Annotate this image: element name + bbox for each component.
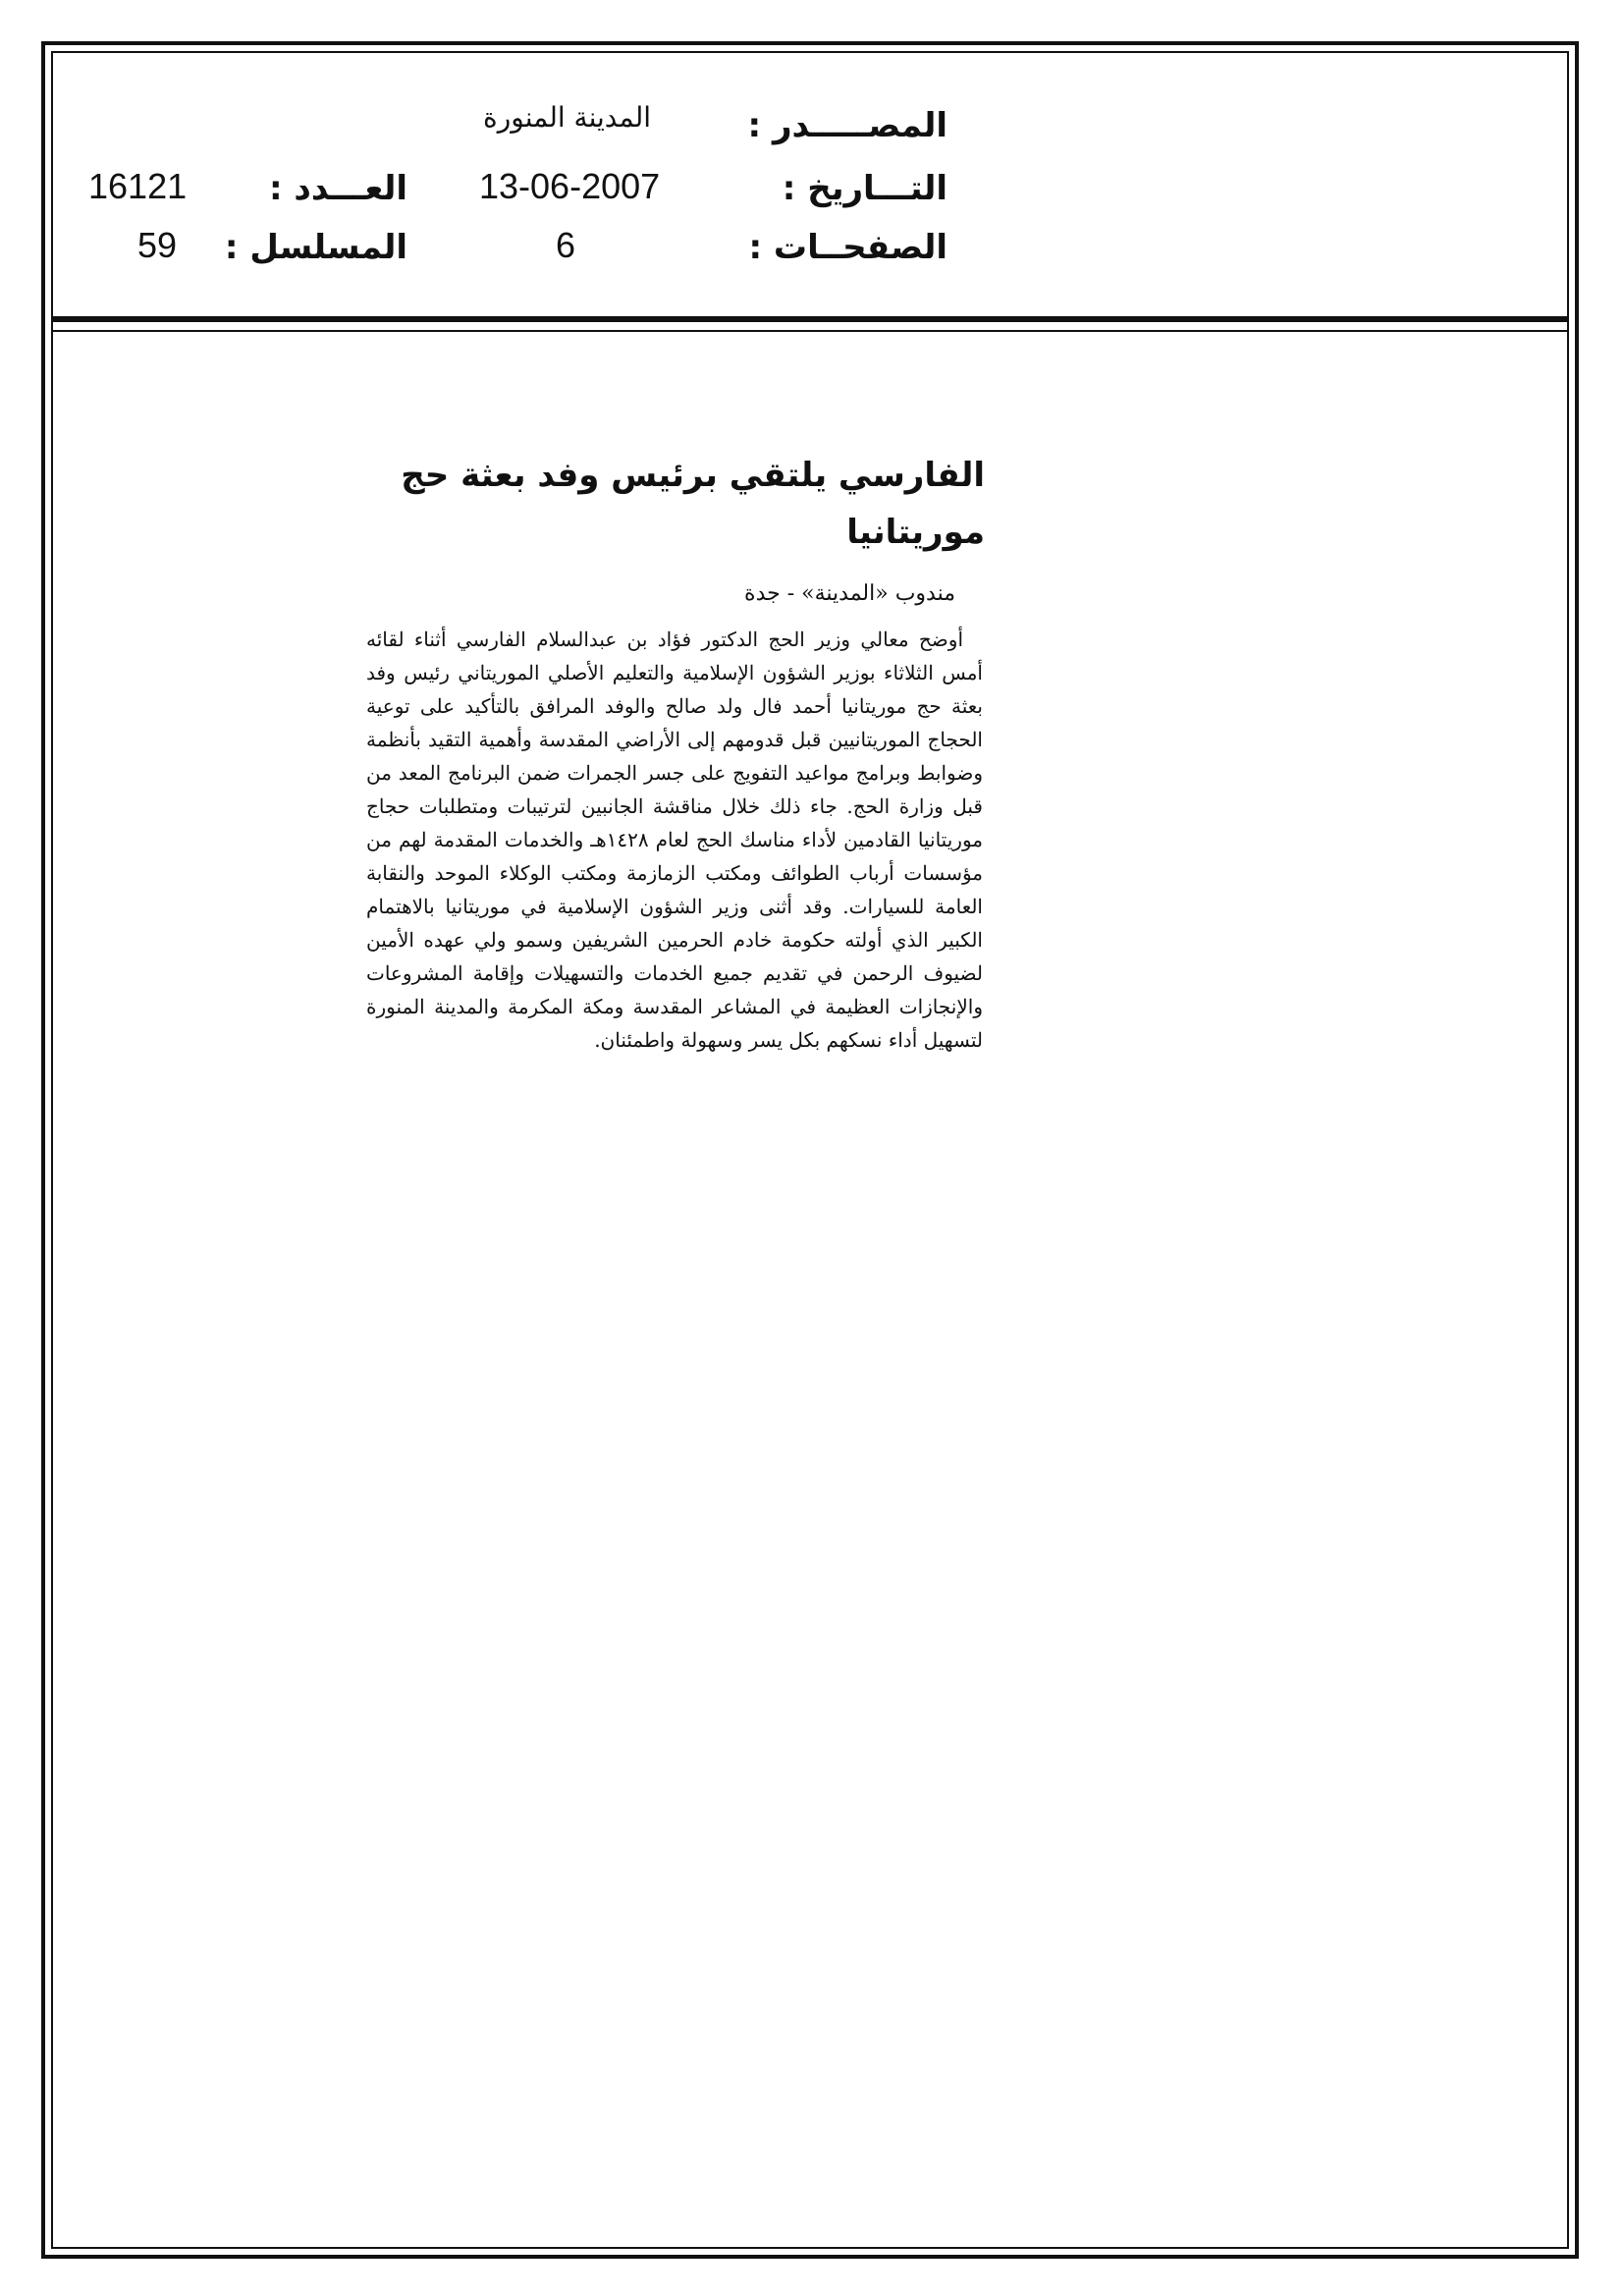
date-value: 13-06-2007	[479, 166, 661, 206]
issue-value: 16121	[88, 166, 188, 206]
serial-label: المسلسل :	[224, 228, 407, 267]
pages-label: الصفحــات :	[748, 228, 947, 267]
article-title: الفارسي يلتقي برئيس وفد بعثة حج موريتانيا	[401, 456, 985, 552]
header-divider-thick	[51, 316, 1569, 322]
issue-label: العـــدد :	[269, 169, 407, 208]
header-divider-thin	[51, 330, 1569, 332]
inner-border	[51, 51, 1569, 2249]
article-paragraph: أوضح معالي وزير الحج الدكتور فؤاد بن عبدالسلام الفارسي أثناء لقائه أمس الثلاثاء بوزير الشؤون الإسلامية والتعليم الأصلي الموريتاني رئيس وفد بعثة حج موريتانيا أحمد فال ولد صالح والوفد المرافق بالتأكيد على توعية الحجاج الموريتانيين قبل قدومهم إلى الأراضي المقدسة وأهمية التقيد بأنظمة وضوابط وبرامج مواعيد التفويج على جسر الجمرات ضمن البرنامج المعد من قبل وزارة الحج. جاء ذلك خلال مناقشة الجانبين لترتيبات ومتطلبات حجاج موريتانيا القادمين لأداء مناسك الحج لعام ١٤٢٨هـ والخدمات المقدمة لهم من مؤسسات أرباب الطوائف ومكتب الزمازمة ومكتب الوكلاء الموحد والنقابة العامة للسيارات. وقد أثنى وزير الشؤون الإسلامية في موريتانيا بالاهتمام الكبير الذي أولته حكومة خادم الحرمين الشريفين وسمو ولي عهده الأمين لضيوف الرحمن في تقديم جميع الخدمات والتسهيلات وإقامة المشروعات والإنجازات العظيمة في المشاعر المقدسة ومكة المكرمة والمدينة المنورة لتسهيل أداء نسكهم بكل يسر وسهولة واطمئنان.	[366, 628, 983, 1052]
pages-value: 6	[556, 225, 576, 265]
source-value: المدينة المنورة	[483, 101, 651, 134]
article-byline: مندوب «المدينة» - جدة	[744, 581, 955, 606]
date-label: التـــاريخ :	[782, 169, 947, 208]
source-label: المصـــــدر :	[747, 106, 947, 145]
serial-value: 59	[137, 225, 178, 265]
article-body	[366, 623, 983, 1057]
